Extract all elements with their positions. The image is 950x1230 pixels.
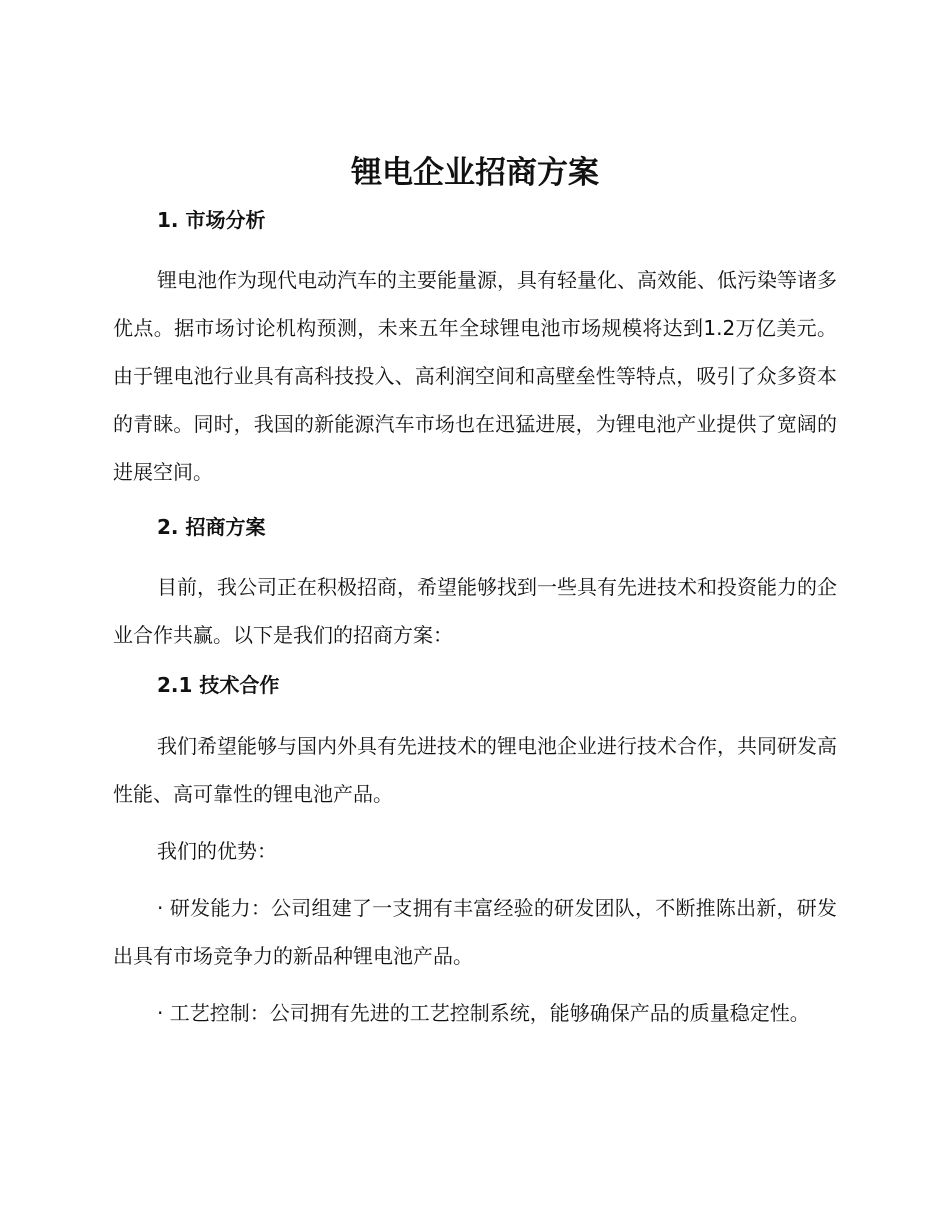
- tech-paragraph: 我们希望能够与国内外具有先进技术的锂电池企业进行技术合作，共同研发高性能、高可靠性的锂电池产品。: [113, 734, 837, 806]
- market-paragraph: 锂电池作为现代电动汽车的主要能量源，具有轻量化、高效能、低污染等诸多优点。据市场讨论机构预测，未来五年全球锂电池市场规模将达到1.2万亿美元。由于锂电池行业具有高科技投入、高利润空间和高壁垒性等特点，吸引了众多资本的青睐。同时，我国的新能源汽车市场也在迅猛进展，为锂电池产业提供了宽阔的进展空间。: [113, 268, 837, 484]
- document-title: 锂电企业招商方案: [351, 155, 599, 191]
- bullet-process-control: · 工艺控制：公司拥有先进的工艺控制系统，能够确保产品的质量稳定性。: [157, 1001, 810, 1025]
- bullet-rd-capability: · 研发能力：公司组建了一支拥有丰富经验的研发团队，不断推陈出新，研发出具有市场竞争力的新品种锂电池产品。: [113, 896, 837, 968]
- plan-paragraph: 目前，我公司正在积极招商，希望能够找到一些具有先进技术和投资能力的企业合作共赢。以下是我们的招商方案：: [113, 575, 837, 647]
- document-page: [113, 150, 837, 1037]
- advantages-label: 我们的优势：: [157, 839, 277, 863]
- section-heading-market: 1. 市场分析: [157, 208, 266, 232]
- section-heading-plan: 2. 招商方案: [157, 515, 266, 539]
- section-heading-tech: 2.1 技术合作: [157, 673, 280, 697]
